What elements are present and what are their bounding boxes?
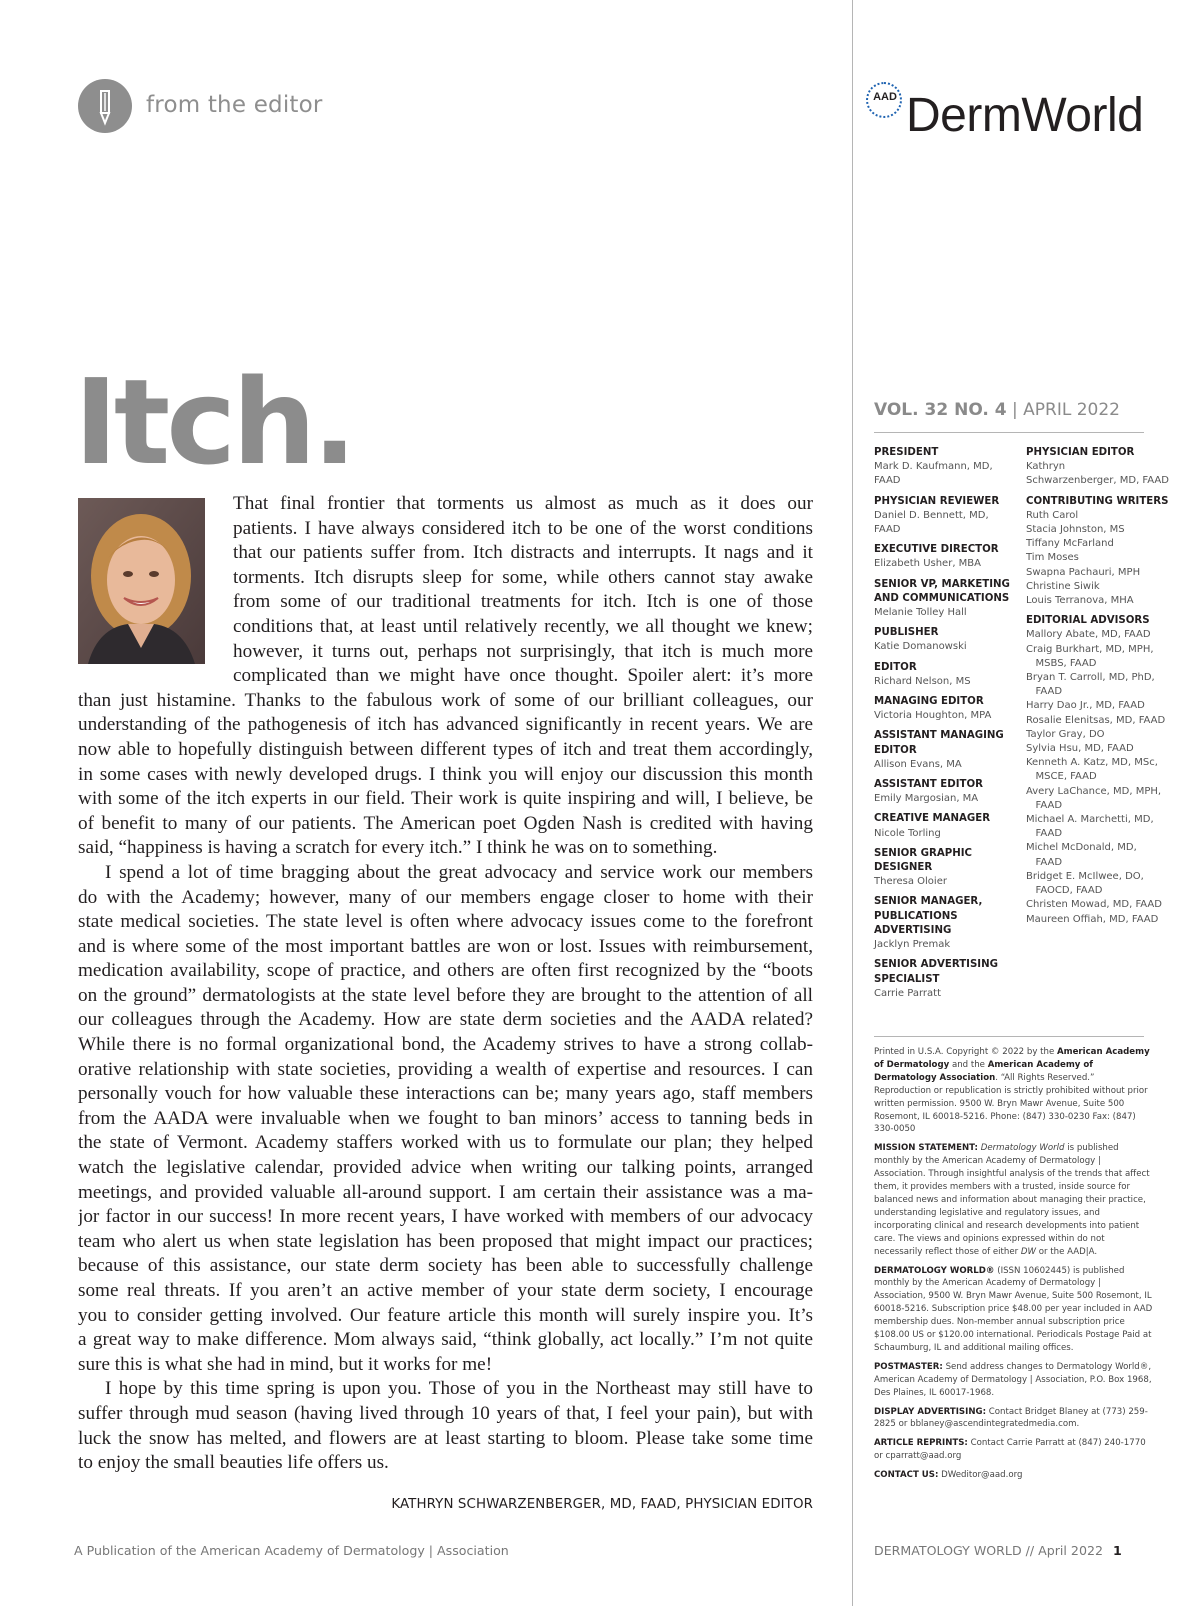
- dw-label: DERMATOLOGY WORLD®: [874, 1265, 995, 1276]
- masthead-name: Allison Evans, MA: [874, 758, 962, 770]
- mission-text: is published monthly by the American Academy of Dermatology | Association. Through insightful analysis of the trends that affect them, it provides members with a trusted, inside source for balanced news and information about managing their practice, understanding legislative and regulatory issues, and incorporating clinical and research developments into patient care. The views and opinions expressed within do not necessarily reflect those of either: [874, 1143, 1150, 1257]
- reprints-label: ARTICLE REPRINTS:: [874, 1438, 968, 1449]
- masthead-name: Mallory Abate, MD, FAAD: [1026, 629, 1151, 641]
- masthead-role: CONTRIBUTING WRITERS: [1026, 495, 1169, 507]
- masthead-group: [874, 543, 1024, 571]
- masthead-name: Michel McDonald, MD,: [1026, 842, 1137, 854]
- masthead-name: Kenneth A. Katz, MD, MSc,: [1026, 757, 1158, 769]
- display-text: Contact Bridget Blaney at (773) 259-2825 or bblaney@ascendintegratedmedia.com.: [874, 1406, 1148, 1430]
- dermworld-logo: [866, 78, 1166, 148]
- article-line: from the AADA were invaluable when we fought to ban minors’ access to tanning beds in: [78, 1107, 813, 1129]
- article-line: that our patients suffer from. Itch distracts and interrupts. It nags and it: [233, 542, 813, 564]
- masthead-role: SENIOR ADVERTISING SPECIALIST: [874, 959, 998, 985]
- article-line: team who alert us when state legislation has been proposed that might impact our practices;: [78, 1230, 813, 1252]
- masthead-name: Jacklyn Premak: [874, 939, 951, 951]
- masthead-name: Katie Domanowski: [874, 641, 967, 653]
- article-line: said, “happiness is having a scratch for every itch.” I think he was on to something.: [78, 837, 718, 859]
- masthead-name: Daniel D. Bennett, MD,: [874, 509, 989, 521]
- masthead-role: PRESIDENT: [874, 447, 939, 458]
- issue-separator: |: [1006, 400, 1024, 420]
- masthead-name: Maureen Offiah, MD, FAAD: [1026, 913, 1159, 925]
- pencil-icon: [78, 79, 132, 133]
- masthead-role: EDITORIAL ADVISORS: [1026, 615, 1150, 627]
- masthead-name: Louis Terranova, MHA: [1026, 595, 1134, 607]
- masthead-group: [874, 958, 1024, 1001]
- article-line: understanding of the pathogenesis of itch has advanced significantly in recent years. We are: [78, 714, 813, 736]
- dw-text: (ISSN 10602445) is published monthly by the American Academy of Dermatology | Association, 9500 W. Bryn Mawr Avenue, Suite 500 Rosemont, IL 60018-5216. Subscription price $48.00 per year included in AAD membership dues. Non-member annual subscription price $108.00 US or $120.00 international. Periodicals Postage Paid at Schaumburg, IL and additional mailing offices.: [874, 1265, 1153, 1353]
- issue-info: [874, 400, 1120, 420]
- footer-issue: DERMATOLOGY WORLD // April 2022: [874, 1543, 1103, 1558]
- masthead-group: [1026, 495, 1176, 609]
- article-line: a great way to make difference. Mom always said, “think globally, act locally.” I’m not quite: [78, 1329, 813, 1351]
- reprints-text: Contact Carrie Parratt at (847) 240-1770 or cparratt@aad.org: [874, 1438, 1146, 1462]
- mission-end: or the AAD|A.: [1036, 1246, 1098, 1257]
- masthead-name: Avery LaChance, MD, MPH,: [1026, 785, 1162, 797]
- masthead-name: Rosalie Elenitsas, MD, FAAD: [1026, 714, 1166, 726]
- masthead-name: MSBS, FAAD: [1026, 657, 1097, 669]
- contact-label: CONTACT US:: [874, 1470, 939, 1481]
- masthead-name: FAAD: [874, 475, 901, 487]
- masthead-group: [874, 626, 1024, 654]
- copyright-rights: . “All Rights Reserved.” Reproduction or republication is strictly prohibited without prior written permission. 9500 W. Bryn Mawr Avenue, Suite 500 Rosemont, IL 60018-5216. Phone: (847) 330-0230 Fax: (847) 330-0050: [874, 1072, 1148, 1135]
- section-label: from the editor: [146, 92, 323, 118]
- masthead-name: Bridget E. McIlwee, DO,: [1026, 870, 1144, 882]
- article-line: complicated than we might have once thought. Spoiler alert: it’s more: [233, 665, 813, 687]
- masthead-name: Stacia Johnston, MS: [1026, 524, 1125, 536]
- publication-credit: A Publication of the American Academy of Dermatology | Association: [74, 1543, 509, 1558]
- masthead-role: PHYSICIAN REVIEWER: [874, 495, 1000, 507]
- masthead-name: Taylor Gray, DO: [1026, 728, 1105, 740]
- page-footer: [874, 1543, 1124, 1558]
- article-line: with some of the itch experts in our field. Their work is quite inspiring and will, I believe, be: [78, 788, 813, 810]
- aad-badge-text: AAD: [873, 91, 897, 103]
- masthead-name: Bryan T. Carroll, MD, PhD,: [1026, 672, 1155, 684]
- article-line: than just histamine. Thanks to the fabulous work of some of our brilliant colleagues, our: [78, 689, 813, 711]
- article-line: sure this is what she had in mind, but it works for me!: [78, 1353, 493, 1375]
- masthead-name: Sylvia Hsu, MD, FAAD: [1026, 743, 1134, 755]
- masthead-name: Mark D. Kaufmann, MD,: [874, 461, 993, 473]
- masthead-bottom-rule: [874, 1036, 1144, 1037]
- mission-publication: Dermatology World: [980, 1143, 1065, 1154]
- article-line: from some of our traditional treatments for itch. Itch is one of those: [233, 591, 813, 613]
- mission-label: MISSION STATEMENT:: [874, 1143, 978, 1154]
- article-line: you to consider getting involved. Our feature article this month will surely inspire you. It’s: [78, 1304, 813, 1326]
- article-line: suffer through mud season (having lived through 10 years of that, I feel your pain), but with: [78, 1402, 813, 1424]
- masthead-name: Carrie Parratt: [874, 987, 941, 999]
- page-number: 1: [1112, 1543, 1122, 1558]
- article-line: I spend a lot of time bragging about the great advocacy and service work our members: [105, 861, 813, 883]
- article-title: Itch.: [74, 353, 354, 491]
- masthead-group: [874, 847, 1024, 890]
- postmaster-notice: [874, 1361, 1154, 1400]
- masthead-group: [874, 446, 1024, 489]
- masthead-role: SENIOR GRAPHIC DESIGNER: [874, 847, 973, 874]
- article-line: state medical societies. The state level is often where advocacy issues come to the forefront: [78, 911, 813, 933]
- masthead-name: Victoria Houghton, MPA: [874, 710, 992, 722]
- postmaster-text: Send address changes to Dermatology World®, American Academy of Dermatology | Association, P.O. Box 1968, Des Plaines, IL 60017-1968.: [874, 1361, 1152, 1398]
- column-divider: [852, 0, 853, 1606]
- copyright-notice: [874, 1046, 1154, 1136]
- masthead-role: EDITOR: [874, 661, 917, 673]
- masthead-name: Kathryn: [1026, 461, 1066, 473]
- masthead-name: Michael A. Marchetti, MD,: [1026, 814, 1154, 826]
- article-line: torments. Itch disrupts sleep for some, while others cannot stay awake: [233, 566, 813, 588]
- masthead-group: [874, 729, 1024, 772]
- masthead-name: Nicole Torling: [874, 827, 941, 839]
- display-label: DISPLAY ADVERTISING:: [874, 1406, 987, 1417]
- masthead-role: ASSISTANT EDITOR: [874, 779, 983, 791]
- article-line: to enjoy the small beauties life offers us.: [78, 1452, 389, 1474]
- article-line: jor factor in our success! In more recent years, I have worked with members of our advocacy: [78, 1206, 813, 1228]
- issue-date: APRIL 2022: [1023, 400, 1121, 420]
- masthead-group: [874, 495, 1024, 538]
- article-reprints: [874, 1437, 1154, 1463]
- masthead-role: PHYSICIAN EDITOR: [1026, 447, 1135, 458]
- masthead-name: Melanie Tolley Hall: [874, 607, 967, 619]
- publication-notice: [874, 1265, 1154, 1355]
- copyright-and: and the: [949, 1059, 985, 1070]
- mission-dw: DW: [1020, 1246, 1037, 1257]
- masthead-name: Tim Moses: [1026, 552, 1079, 564]
- masthead-name: Schwarzenberger, MD, FAAD: [1026, 475, 1169, 487]
- masthead-group: [874, 895, 1024, 952]
- masthead-name: FAAD: [874, 524, 901, 536]
- article-line: luck the snow has melted, and flowers are at least starting to bloom. Please take some time: [78, 1427, 813, 1449]
- masthead-role: SENIOR VP, MARKETING AND COMMUNICATIONS: [874, 578, 1010, 604]
- copyright-org-2: American Academy of Dermatology Association: [874, 1059, 1094, 1083]
- mission-statement: [874, 1142, 1154, 1258]
- masthead-role: PUBLISHER: [874, 627, 939, 639]
- masthead-role: SENIOR MANAGER, PUBLICATIONS ADVERTISING: [874, 896, 983, 936]
- masthead-name: Emily Margosian, MA: [874, 793, 979, 805]
- masthead-rule: [874, 432, 1144, 433]
- masthead-role: CREATIVE MANAGER: [874, 813, 991, 825]
- masthead-name: MSCE, FAAD: [1026, 771, 1097, 783]
- masthead-name: Craig Burkhart, MD, MPH,: [1026, 643, 1154, 655]
- masthead-name: FAAD: [1026, 828, 1063, 840]
- masthead-name: Christine Siwik: [1026, 580, 1100, 592]
- logo-wordmark: DermWorld: [906, 89, 1144, 142]
- article-line: medication availability, scope of practice, and others are often first recognized by the “boots: [78, 960, 813, 982]
- article-line: in some cases with newly developed drugs. I think you will enjoy our discussion this month: [78, 763, 813, 785]
- masthead-group: [874, 578, 1024, 621]
- masthead-name: Christen Mowad, MD, FAAD: [1026, 899, 1162, 911]
- article-line: and is where some of the most important battles are won or lost. Issues with reimbursement,: [78, 935, 813, 957]
- masthead-column-left: [874, 446, 1024, 1007]
- author-signature: KATHRYN SCHWARZENBERGER, MD, FAAD, PHYSICIAN EDITOR: [391, 1497, 813, 1512]
- article-line: meetings, and provided valuable all-around support. I am certain their assistance was a ma-: [78, 1181, 813, 1203]
- fine-print: [874, 1046, 1154, 1488]
- masthead-name: Theresa Oloier: [874, 876, 947, 888]
- masthead-group: [874, 812, 1024, 840]
- masthead-group: [874, 661, 1024, 689]
- postmaster-label: POSTMASTER:: [874, 1361, 943, 1372]
- masthead-role: EXECUTIVE DIRECTOR: [874, 544, 999, 556]
- masthead-name: FAAD: [1026, 856, 1063, 868]
- masthead-column-right: [1026, 446, 1176, 933]
- article-line: of benefit to many of our patients. The American poet Ogden Nash is credited with having: [78, 812, 813, 834]
- volume-number: VOL. 32 NO. 4: [874, 400, 1007, 420]
- copyright-org-1: American Academy of Dermatology: [874, 1047, 1150, 1070]
- contact-text: DWeditor@aad.org: [938, 1470, 1023, 1481]
- masthead-name: FAAD: [1026, 686, 1063, 698]
- masthead-name: Tiffany McFarland: [1026, 538, 1114, 550]
- masthead-group: [874, 695, 1024, 723]
- article-line: orative relationship with state societies, providing a wealth of expertise and resources. I can: [78, 1058, 813, 1080]
- masthead-group: [1026, 614, 1176, 926]
- article-line: some real threats. If you aren’t an active member of your state derm society, I encourage: [78, 1280, 813, 1301]
- article-body: [78, 492, 813, 1476]
- article-line: That final frontier that torments us almost as much as it does our: [233, 493, 813, 514]
- masthead-name: Richard Nelson, MS: [874, 675, 971, 687]
- article-line: on the ground” dermatologists at the state level before they are brought to the attention of all: [78, 984, 813, 1006]
- masthead-group: [874, 778, 1024, 806]
- masthead-name: Harry Dao Jr., MD, FAAD: [1026, 700, 1145, 712]
- article-line: personally vouch for how valuable these interactions can be; many years ago, staff members: [78, 1083, 813, 1105]
- article-line: our colleagues through the Academy. How are state derm societies and the AADA related?: [78, 1009, 813, 1031]
- masthead-role: MANAGING EDITOR: [874, 696, 984, 708]
- copyright-text: Printed in U.S.A. Copyright © 2022 by the: [874, 1047, 1055, 1057]
- masthead-name: Elizabeth Usher, MBA: [874, 558, 982, 570]
- article-line: patients. I have always considered itch to be one of the worst conditions: [233, 517, 813, 539]
- display-advertising: [874, 1406, 1154, 1432]
- article-line: because of this assistance, our state derm society has been able to successfully challenge: [78, 1255, 813, 1277]
- article-line: watch the legislative calendar, provided advice when writing our talking points, arranged: [78, 1157, 813, 1179]
- masthead-name: Swapna Pachauri, MPH: [1026, 566, 1141, 578]
- article-line: I hope by this time spring is upon you. Those of you in the Northeast may still have to: [105, 1378, 813, 1400]
- article-line: While there is no formal organizational bond, the Academy strives to have a strong collab-: [78, 1034, 813, 1056]
- article-line: do with the Academy; however, many of our members engage closer to home with their: [78, 886, 813, 908]
- masthead-name: FAOCD, FAAD: [1026, 885, 1103, 897]
- masthead-name: Ruth Carol: [1026, 509, 1079, 521]
- article-line: conditions that, at least until relatively recently, we all thought we knew;: [233, 615, 813, 637]
- masthead-name: FAAD: [1026, 799, 1063, 811]
- article-line: however, it turns out, perhaps not surprisingly, that itch is much more: [233, 640, 813, 662]
- article-line: now able to hopefully distinguish between different types of itch and treat them accordingly,: [78, 738, 813, 760]
- masthead-role: ASSISTANT MANAGING EDITOR: [874, 730, 1004, 756]
- article-line: the state of Vermont. Academy staffers worked with us to formulate our plan; they helped: [78, 1132, 813, 1154]
- masthead-group: [1026, 446, 1176, 489]
- contact-us: [874, 1469, 1154, 1482]
